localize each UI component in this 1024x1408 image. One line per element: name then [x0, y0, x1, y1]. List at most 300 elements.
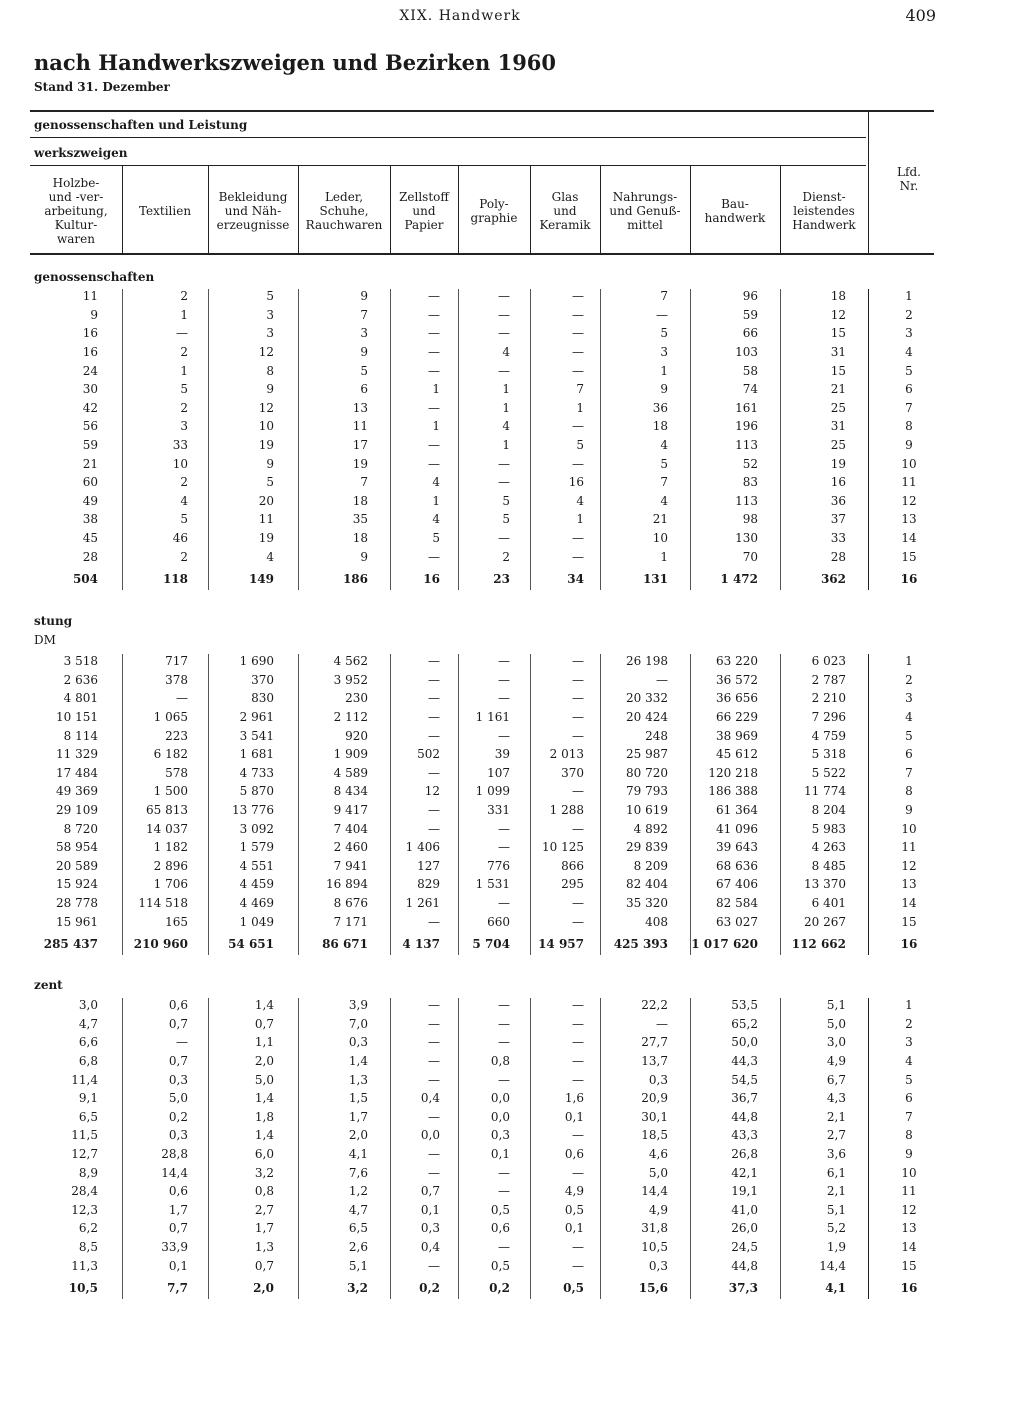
table-cell: 16: [568, 475, 584, 490]
row-number-cell: 8: [905, 1128, 913, 1143]
table-cell: 5 983: [811, 821, 846, 836]
table-cell: —: [572, 419, 584, 434]
table-cell: 12,7: [71, 1147, 98, 1162]
table-cell: 0,0: [420, 1128, 440, 1143]
table-cell: 370: [251, 672, 274, 687]
table-row: [0, 689, 950, 708]
table-row: [0, 745, 950, 764]
table-cell: —: [428, 728, 440, 743]
table-cell: 58 954: [56, 840, 98, 855]
table-cell: 0,0: [490, 1109, 510, 1124]
table-cell: 4 562: [333, 654, 368, 669]
table-cell: 4,1: [348, 1147, 368, 1162]
table-cell: 0,5: [490, 1202, 510, 1217]
table-cell: 1 182: [153, 840, 188, 855]
table-cell: 4,9: [648, 1202, 668, 1217]
table-cell: 28 778: [56, 896, 98, 911]
column-header-5: [390, 190, 458, 232]
table-cell: 31: [830, 419, 846, 434]
column-divider: [530, 654, 531, 955]
table-cell: 0,1: [420, 1202, 440, 1217]
table-cell: 34: [567, 571, 584, 586]
table-cell: 9: [360, 345, 368, 360]
table-cell: 12,3: [71, 1202, 98, 1217]
table-cell: 4: [266, 549, 274, 564]
table-cell: 2,0: [348, 1128, 368, 1143]
column-divider: [122, 654, 123, 955]
table-cell: 5: [502, 512, 510, 527]
column-divider: [298, 998, 299, 1299]
column-header-line: und: [553, 204, 577, 218]
column-header-line: und -ver-: [48, 190, 104, 204]
table-cell: 28: [82, 549, 98, 564]
table-cell: 3 092: [239, 821, 274, 836]
row-number-cell: 15: [901, 549, 917, 564]
table-cell: 1 531: [475, 877, 510, 892]
table-cell: 0,3: [490, 1128, 510, 1143]
table-cell: 5 522: [811, 765, 846, 780]
table-cell: —: [498, 728, 510, 743]
row-number-cell: 8: [905, 419, 913, 434]
table-cell: 1 406: [405, 840, 440, 855]
table-row: [0, 1126, 950, 1145]
table-cell: 9: [360, 549, 368, 564]
total-row: [0, 931, 950, 957]
table-cell: 36 656: [716, 691, 758, 706]
table-cell: 230: [345, 691, 368, 706]
table-cell: —: [498, 289, 510, 304]
table-cell: 11: [258, 512, 274, 527]
table-row: [0, 912, 950, 931]
table-cell: 6 182: [153, 747, 188, 762]
table-cell: 42: [82, 400, 98, 415]
table-cell: —: [572, 456, 584, 471]
table-cell: 12: [424, 784, 440, 799]
table-cell: 0,3: [348, 1035, 368, 1050]
row-number-cell: 7: [905, 1109, 913, 1124]
table-cell: 1 472: [720, 571, 758, 586]
table-cell: 4: [180, 493, 188, 508]
table-cell: 0,5: [490, 1258, 510, 1273]
table-cell: 127: [417, 858, 440, 873]
column-header-line: handwerk: [704, 211, 766, 225]
table-cell: 3: [180, 419, 188, 434]
table-cell: 20 424: [626, 710, 668, 725]
table-cell: 5: [502, 493, 510, 508]
table-row: [0, 1108, 950, 1127]
table-cell: 45 612: [716, 747, 758, 762]
table-cell: 4: [502, 419, 510, 434]
row-number-cell: 6: [905, 382, 913, 397]
column-divider: [600, 654, 601, 955]
column-divider: [780, 289, 781, 590]
column-header-line: und Näh-: [224, 204, 282, 218]
table-cell: —: [572, 1258, 584, 1273]
table-cell: 5,0: [254, 1072, 274, 1087]
table-cell: 1 161: [475, 710, 510, 725]
column-header-line: Glas: [551, 190, 579, 204]
table-cell: —: [572, 1016, 584, 1031]
table-cell: 98: [742, 512, 758, 527]
table-cell: 2: [180, 400, 188, 415]
table-cell: —: [428, 363, 440, 378]
table-cell: 118: [162, 571, 188, 586]
column-header-line: Lfd.: [897, 165, 921, 179]
column-header-line: Keramik: [539, 218, 591, 232]
table-cell: —: [428, 326, 440, 341]
table-cell: 2,0: [253, 1280, 274, 1295]
table-cell: —: [498, 896, 510, 911]
column-header-line: Poly-: [479, 197, 509, 211]
column-divider: [298, 289, 299, 590]
row-number-cell: 5: [905, 363, 913, 378]
column-divider: [208, 998, 209, 1299]
table-cell: 12: [830, 307, 846, 322]
table-cell: —: [428, 289, 440, 304]
table-cell: 8 114: [63, 728, 98, 743]
table-cell: 5,0: [826, 1016, 846, 1031]
table-cell: 3,0: [826, 1035, 846, 1050]
table-cell: —: [498, 840, 510, 855]
table-cell: —: [572, 728, 584, 743]
row-number-cell: 11: [901, 1184, 917, 1199]
table-cell: 0,7: [168, 1054, 188, 1069]
table-row: [0, 1163, 950, 1182]
table-row: [0, 671, 950, 690]
table-cell: 1,6: [564, 1091, 584, 1106]
table-cell: 2 896: [153, 858, 188, 873]
table-cell: 0,2: [419, 1280, 440, 1295]
table-cell: 6,5: [78, 1109, 98, 1124]
column-header-1: [30, 176, 122, 246]
table-cell: —: [572, 289, 584, 304]
table-cell: —: [498, 1016, 510, 1031]
column-divider: [530, 289, 531, 590]
table-row: [0, 1145, 950, 1164]
table-cell: 9: [90, 307, 98, 322]
table-cell: —: [428, 345, 440, 360]
table-cell: —: [428, 803, 440, 818]
table-cell: 27,7: [641, 1035, 668, 1050]
table-row: [0, 473, 950, 492]
table-cell: 161: [735, 400, 758, 415]
table-cell: 1: [432, 493, 440, 508]
table-cell: 1 706: [153, 877, 188, 892]
column-header-4: [298, 190, 390, 232]
table-cell: 5: [360, 363, 368, 378]
table-row: [0, 1070, 950, 1089]
table-cell: 186 388: [708, 784, 758, 799]
column-header-line: erzeugnisse: [216, 218, 290, 232]
table-cell: 0,6: [168, 998, 188, 1013]
table-cell: 408: [645, 914, 668, 929]
table-cell: 26,8: [731, 1147, 758, 1162]
table-cell: 107: [487, 765, 510, 780]
table-cell: 2 636: [63, 672, 98, 687]
table-cell: 0,3: [168, 1128, 188, 1143]
column-header-line: Nahrungs-: [612, 190, 678, 204]
table-cell: 18: [830, 289, 846, 304]
table-cell: —: [498, 1165, 510, 1180]
table-cell: 1: [180, 307, 188, 322]
table-cell: 2: [180, 289, 188, 304]
table-cell: —: [572, 998, 584, 1013]
page-subtitle: Stand 31. Dezember: [34, 80, 170, 94]
table-cell: 11,3: [71, 1258, 98, 1273]
table-row: [0, 1238, 950, 1257]
table-row: [0, 1201, 950, 1220]
table-cell: 31,8: [641, 1221, 668, 1236]
table-cell: 37,3: [728, 1280, 758, 1295]
table-cell: 23: [493, 571, 510, 586]
column-divider: [600, 998, 601, 1299]
table-cell: 10 619: [626, 803, 668, 818]
table-cell: 11 329: [56, 747, 98, 762]
page-number: 409: [905, 6, 936, 25]
table-cell: —: [572, 672, 584, 687]
column-header-line: waren: [57, 232, 95, 246]
row-number-cell: 16: [900, 571, 918, 586]
row-number-cell: 5: [905, 728, 913, 743]
table-cell: 37: [830, 512, 846, 527]
table-cell: 13 776: [232, 803, 274, 818]
table-cell: 15 924: [56, 877, 98, 892]
table-cell: 20 267: [804, 914, 846, 929]
table-cell: 2: [180, 345, 188, 360]
column-divider: [868, 289, 869, 590]
table-cell: —: [498, 691, 510, 706]
total-row: [0, 1275, 950, 1301]
table-cell: —: [572, 1240, 584, 1255]
table-cell: 1: [432, 419, 440, 434]
section-table: [0, 652, 950, 957]
table-cell: 866: [561, 858, 584, 873]
table-cell: 18: [352, 531, 368, 546]
table-cell: 0,2: [168, 1109, 188, 1124]
table-row: [0, 510, 950, 529]
table-cell: 1 049: [239, 914, 274, 929]
table-row: [0, 726, 950, 745]
table-cell: 120 218: [708, 765, 758, 780]
table-cell: —: [656, 672, 668, 687]
row-number-cell: 6: [905, 747, 913, 762]
table-cell: 65 813: [146, 803, 188, 818]
column-header-line: Zellstoff: [399, 190, 449, 204]
section-label: zent: [34, 978, 63, 992]
table-cell: 0,3: [648, 1072, 668, 1087]
table-cell: 4: [502, 345, 510, 360]
table-cell: 7: [660, 475, 668, 490]
row-number-cell: 1: [905, 998, 913, 1013]
table-cell: 248: [645, 728, 668, 743]
row-number-cell: 4: [905, 1054, 913, 1069]
section-unit-label: DM: [34, 633, 56, 647]
row-number-cell: 13: [901, 512, 917, 527]
table-cell: 7: [576, 382, 584, 397]
table-cell: 370: [561, 765, 584, 780]
table-cell: 4 759: [811, 728, 846, 743]
table-cell: 112 662: [791, 936, 846, 951]
table-cell: 5: [576, 438, 584, 453]
row-number-cell: 16: [900, 1280, 918, 1295]
table-cell: 717: [165, 654, 188, 669]
table-cell: 9: [360, 289, 368, 304]
table-cell: 24,5: [731, 1240, 758, 1255]
row-number-cell: 9: [905, 803, 913, 818]
column-header-line: Nr.: [899, 179, 919, 193]
table-cell: 4 469: [239, 896, 274, 911]
table-cell: 0,1: [168, 1258, 188, 1273]
row-number-cell: 15: [901, 914, 917, 929]
table-cell: 9: [266, 456, 274, 471]
band-rule-1: [30, 137, 866, 138]
table-cell: 41 096: [716, 821, 758, 836]
table-cell: 49 369: [56, 784, 98, 799]
table-cell: 20: [258, 493, 274, 508]
row-number-cell: 8: [905, 784, 913, 799]
table-cell: 15: [830, 326, 846, 341]
table-cell: —: [428, 438, 440, 453]
table-cell: 12: [258, 345, 274, 360]
row-number-cell: 12: [901, 858, 917, 873]
table-cell: —: [428, 456, 440, 471]
table-cell: 10,5: [68, 1280, 98, 1295]
table-cell: 4,1: [825, 1280, 846, 1295]
table-cell: —: [498, 672, 510, 687]
top-rule: [30, 110, 934, 112]
table-cell: 8 204: [811, 803, 846, 818]
table-cell: 1,8: [254, 1109, 274, 1124]
table-cell: 2,0: [254, 1054, 274, 1069]
table-cell: 0,7: [168, 1016, 188, 1031]
table-cell: 53,5: [731, 998, 758, 1013]
column-header-line: leistendes: [793, 204, 855, 218]
table-cell: 5,1: [826, 998, 846, 1013]
column-divider: [390, 998, 391, 1299]
table-cell: 59: [82, 438, 98, 453]
row-number-cell: 13: [901, 1221, 917, 1236]
table-cell: 1,4: [254, 1128, 274, 1143]
table-cell: 0,5: [563, 1280, 584, 1295]
table-cell: 44,8: [731, 1258, 758, 1273]
table-cell: 14,4: [161, 1165, 188, 1180]
table-cell: 20 332: [626, 691, 668, 706]
table-cell: 1,4: [254, 1091, 274, 1106]
table-cell: 0,6: [168, 1184, 188, 1199]
column-header-line: graphie: [470, 211, 518, 225]
table-row: [0, 1256, 950, 1275]
column-divider: [208, 654, 209, 955]
table-cell: —: [428, 998, 440, 1013]
table-cell: —: [572, 654, 584, 669]
table-cell: 186: [342, 571, 368, 586]
row-number-cell: 14: [901, 531, 917, 546]
table-cell: 210 960: [133, 936, 188, 951]
table-row: [0, 764, 950, 783]
column-header-line: Textilien: [138, 204, 192, 218]
table-cell: 61 364: [716, 803, 758, 818]
row-number-cell: 7: [905, 765, 913, 780]
table-cell: —: [498, 363, 510, 378]
table-cell: 3,6: [826, 1147, 846, 1162]
table-cell: 25: [830, 438, 846, 453]
table-cell: 165: [165, 914, 188, 929]
table-cell: 45: [82, 531, 98, 546]
table-cell: —: [572, 549, 584, 564]
table-cell: 58: [742, 363, 758, 378]
table-cell: 30: [82, 382, 98, 397]
table-cell: 83: [742, 475, 758, 490]
table-cell: 0,1: [490, 1147, 510, 1162]
table-cell: 7,7: [167, 1280, 188, 1295]
table-cell: 9,1: [78, 1091, 98, 1106]
table-cell: 0,7: [420, 1184, 440, 1199]
table-cell: 130: [735, 531, 758, 546]
table-cell: 8,5: [78, 1240, 98, 1255]
table-cell: 3,2: [254, 1165, 274, 1180]
row-number-cell: 12: [901, 1202, 917, 1217]
column-divider: [690, 998, 691, 1299]
table-cell: 28,8: [161, 1147, 188, 1162]
table-cell: 2 787: [811, 672, 846, 687]
table-cell: —: [498, 307, 510, 322]
table-cell: 5: [266, 475, 274, 490]
table-cell: 6,8: [78, 1054, 98, 1069]
table-cell: 13,7: [641, 1054, 668, 1069]
row-number-cell: 7: [905, 400, 913, 415]
running-head: XIX. Handwerk: [399, 8, 521, 24]
section-label: stung: [34, 614, 73, 628]
table-cell: 82 404: [626, 877, 668, 892]
table-cell: 16: [82, 326, 98, 341]
column-header-line: Leder,: [324, 190, 364, 204]
table-cell: 5: [660, 326, 668, 341]
table-cell: 20,9: [641, 1091, 668, 1106]
row-number-cell: 6: [905, 1091, 913, 1106]
table-cell: 14,4: [819, 1258, 846, 1273]
table-cell: 50,0: [731, 1035, 758, 1050]
table-cell: 295: [561, 877, 584, 892]
table-cell: 35 320: [626, 896, 668, 911]
table-cell: 2: [502, 549, 510, 564]
table-cell: 4 801: [63, 691, 98, 706]
table-cell: 2 112: [333, 710, 368, 725]
table-row: [0, 1219, 950, 1238]
table-cell: —: [572, 914, 584, 929]
table-cell: 15: [830, 363, 846, 378]
row-number-cell: 9: [905, 1147, 913, 1162]
table-row: [0, 492, 950, 511]
table-cell: 5: [180, 382, 188, 397]
table-cell: 19: [352, 456, 368, 471]
column-header-line: und Genuß-: [609, 204, 681, 218]
table-cell: 8 720: [63, 821, 98, 836]
table-cell: 86 671: [322, 936, 368, 951]
table-cell: 21: [830, 382, 846, 397]
table-cell: 1,5: [348, 1091, 368, 1106]
row-number-cell: 14: [901, 1240, 917, 1255]
table-cell: 11,4: [71, 1072, 98, 1087]
table-cell: 25: [830, 400, 846, 415]
table-row: [0, 708, 950, 727]
table-row: [0, 361, 950, 380]
table-cell: 3,9: [348, 998, 368, 1013]
table-cell: 5,1: [826, 1202, 846, 1217]
table-cell: 113: [735, 493, 758, 508]
table-cell: 2: [180, 475, 188, 490]
table-cell: 3: [660, 345, 668, 360]
table-cell: 362: [820, 571, 846, 586]
